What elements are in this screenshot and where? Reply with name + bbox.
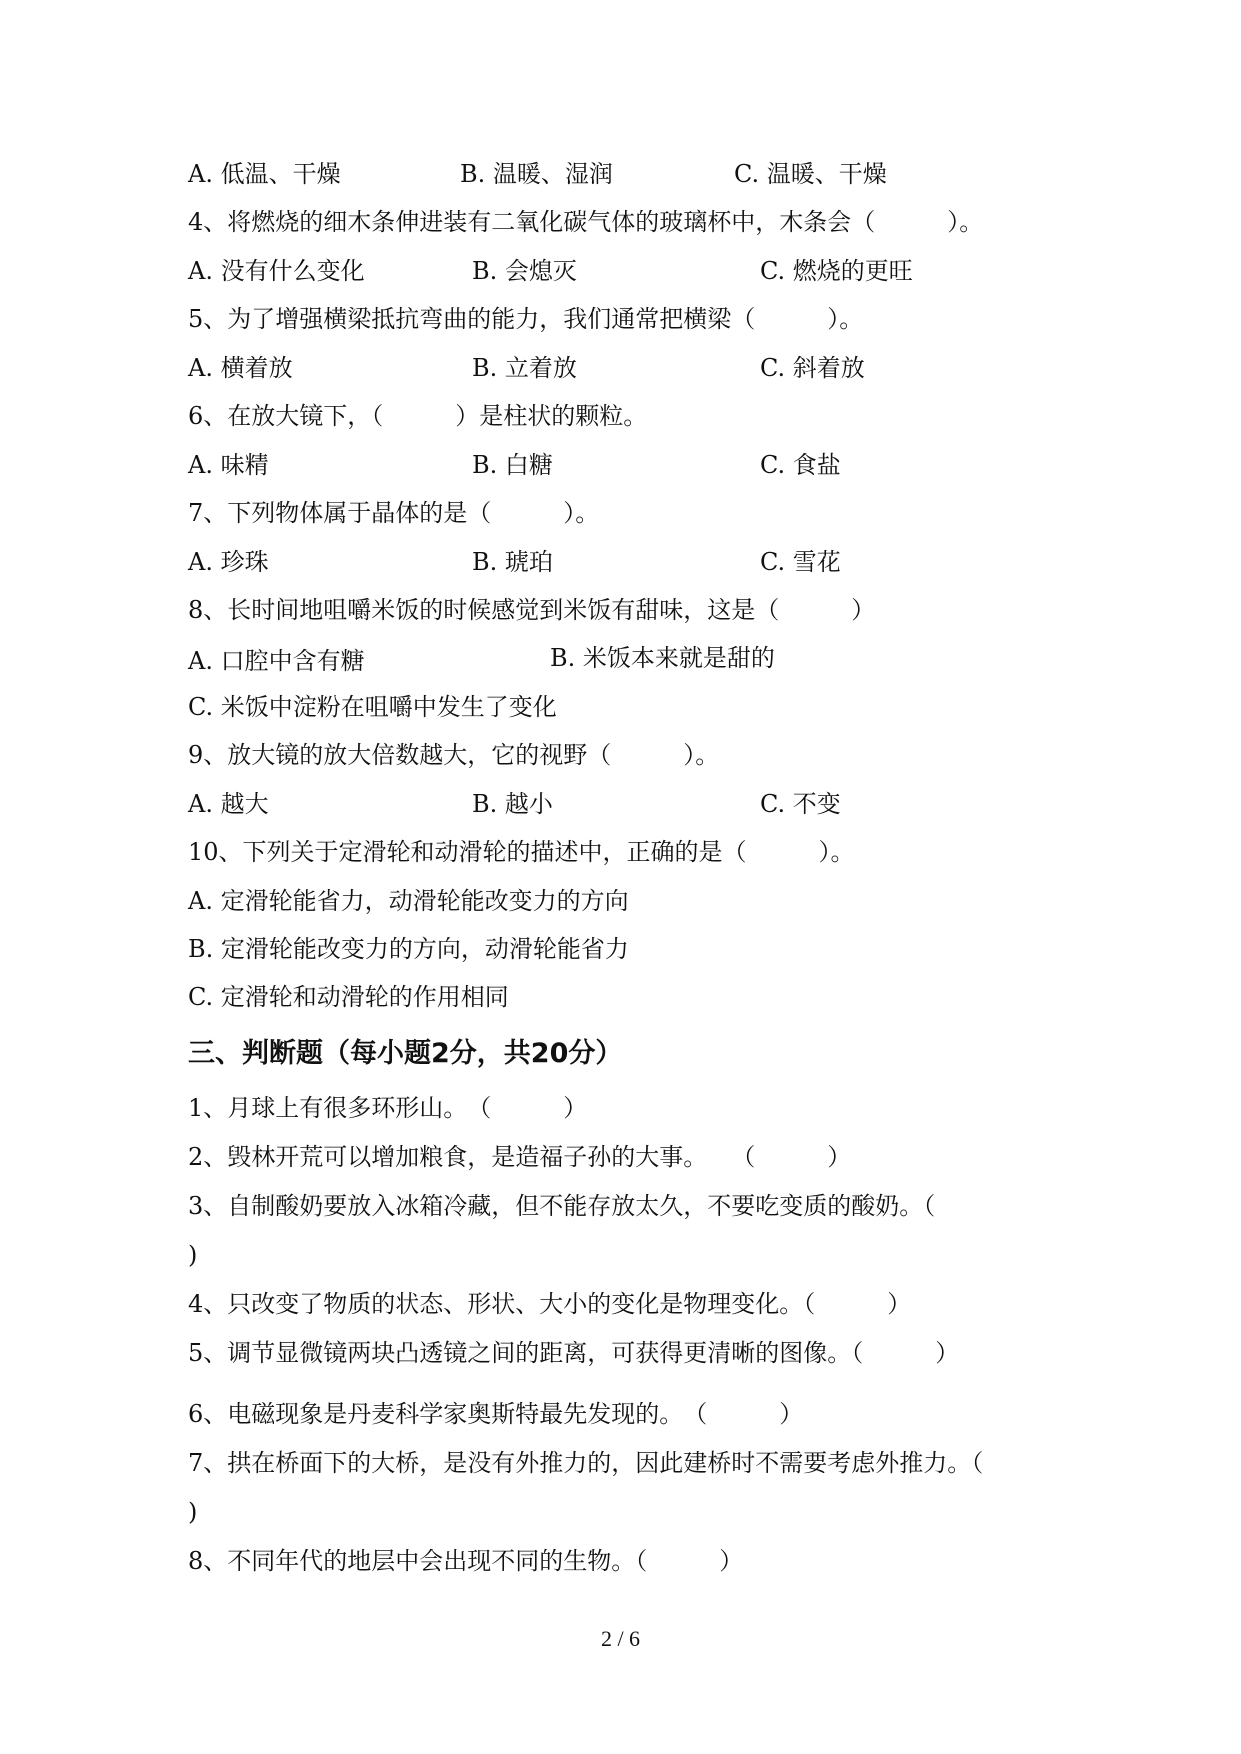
q7-option-a: A. 珍珠 — [188, 548, 269, 576]
q4-option-c: C. 燃烧的更旺 — [760, 257, 913, 285]
question-10: 10、下列关于定滑轮和动滑轮的描述中，正确的是（ ）。 — [188, 838, 855, 866]
q6-option-b: B. 白糖 — [472, 451, 553, 479]
judge-item-7-cont: ) — [188, 1498, 198, 1526]
judge-item-8: 8、不同年代的地层中会出现不同的生物。（ ） — [188, 1547, 744, 1575]
question-9: 9、放大镜的放大倍数越大，它的视野（ ）。 — [188, 741, 720, 769]
judge-item-7: 7、拱在桥面下的大桥，是没有外推力的，因此建桥时不需要考虑外推力。（ — [188, 1449, 984, 1477]
page-number: 2 / 6 — [600, 1626, 641, 1651]
q10-option-c: C. 定滑轮和动滑轮的作用相同 — [188, 983, 509, 1011]
q6-option-c: C. 食盐 — [760, 451, 841, 479]
judge-item-5: 5、调节显微镜两块凸透镜之间的距离，可获得更清晰的图像。（ ） — [188, 1339, 960, 1367]
q4-option-b: B. 会熄灭 — [472, 257, 577, 285]
section-3-heading: 三、判断题（每小题2分，共20分） — [188, 1038, 623, 1069]
q5-option-a: A. 横着放 — [188, 354, 293, 382]
judge-item-3: 3、自制酸奶要放入冰箱冷藏，但不能存放太久，不要吃变质的酸奶。（ — [188, 1192, 936, 1220]
question-8: 8、长时间地咀嚼米饭的时候感觉到米饭有甜味，这是（ ） — [188, 596, 876, 624]
q9-option-b: B. 越小 — [472, 790, 553, 818]
q3-option-b: B. 温暖、湿润 — [460, 160, 613, 188]
judge-item-2: 2、毁林开荒可以增加粮食，是造福子孙的大事。 （ ） — [188, 1143, 852, 1171]
judge-item-3-cont: ) — [188, 1241, 198, 1269]
q10-option-a: A. 定滑轮能省力，动滑轮能改变力的方向 — [188, 887, 629, 915]
q10-option-b: B. 定滑轮能改变力的方向，动滑轮能省力 — [188, 935, 629, 963]
q9-option-a: A. 越大 — [188, 790, 269, 818]
q5-option-b: B. 立着放 — [472, 354, 577, 382]
q8-option-a: A. 口腔中含有糖 — [188, 647, 365, 675]
question-7: 7、下列物体属于晶体的是（ ）。 — [188, 499, 600, 527]
question-5: 5、为了增强横梁抵抗弯曲的能力，我们通常把横梁（ ）。 — [188, 305, 864, 333]
judge-item-6: 6、电磁现象是丹麦科学家奥斯特最先发现的。 （ ） — [188, 1400, 804, 1428]
q5-option-c: C. 斜着放 — [760, 354, 865, 382]
judge-item-1: 1、月球上有很多环形山。 （ ） — [188, 1094, 588, 1122]
q7-option-b: B. 琥珀 — [472, 548, 553, 576]
q3-option-a: A. 低温、干燥 — [188, 160, 341, 188]
q6-option-a: A. 味精 — [188, 451, 269, 479]
question-6: 6、在放大镜下，（ ）是柱状的颗粒。 — [188, 402, 648, 430]
q8-option-b: B. 米饭本来就是甜的 — [550, 644, 775, 672]
q8-option-c: C. 米饭中淀粉在咀嚼中发生了变化 — [188, 693, 557, 721]
q7-option-c: C. 雪花 — [760, 548, 841, 576]
judge-item-4: 4、只改变了物质的状态、形状、大小的变化是物理变化。（ ） — [188, 1290, 912, 1318]
q9-option-c: C. 不变 — [760, 790, 841, 818]
q4-option-a: A. 没有什么变化 — [188, 257, 365, 285]
q3-option-c: C. 温暖、干燥 — [734, 160, 887, 188]
question-4: 4、将燃烧的细木条伸进装有二氧化碳气体的玻璃杯中，木条会（ ）。 — [188, 208, 984, 236]
